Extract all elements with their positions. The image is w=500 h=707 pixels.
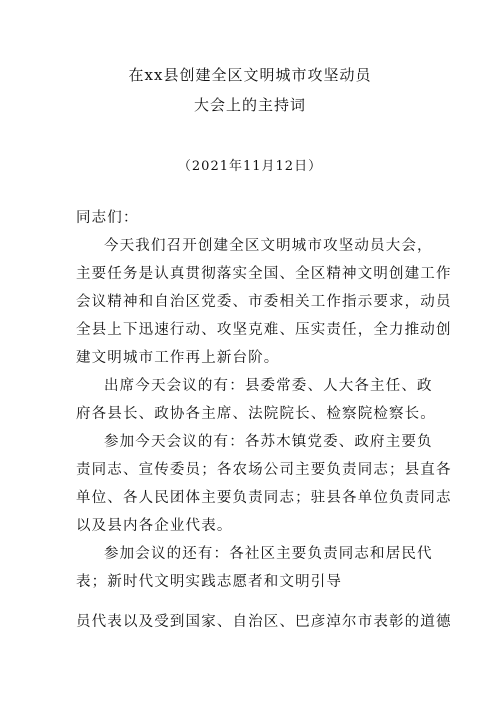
body-line: 责同志、宣传委员；各农场公司主要负责同志；县直各: [76, 462, 452, 478]
body-line: 全县上下迅速行动、攻坚克难、压实责任，全力推动创: [76, 322, 452, 338]
body-line: 以及县内各企业代表。: [76, 518, 233, 534]
body-line: 表；新时代文明实践志愿者和文明引导: [76, 574, 343, 590]
title-line-2: 大会上的主持词: [193, 96, 306, 114]
body-line: 今天我们召开创建全区文明城市攻坚动员大会，: [104, 238, 433, 254]
body-line: 出席今天会议的有：县委常委、人大各主任、政: [104, 378, 433, 394]
body-line: 单位、各人民团体主要负责同志；驻县各单位负责同志: [76, 490, 452, 506]
body-line: 府各县长、政协各主席、法院院长、检察院检察长。: [76, 406, 436, 422]
body-line: 会议精神和自治区党委、市委相关工作指示要求，动员: [76, 294, 452, 310]
salutation: 同志们：: [76, 210, 139, 226]
body-line: 参加今天会议的有：各苏木镇党委、政府主要负: [104, 434, 433, 450]
body-line: 参加会议的还有：各社区主要负责同志和居民代: [104, 546, 433, 562]
body-line: 建文明城市工作再上新台阶。: [76, 350, 280, 366]
body-line: 主要任务是认真贯彻落实全国、全区精神文明创建工作: [76, 266, 452, 282]
document-date: （2021年11月12日）: [177, 159, 323, 174]
body-line: 员代表以及受到国家、自治区、巴彦淖尔市表彰的道德: [76, 614, 452, 630]
title-line-1: 在xx县创建全区文明城市攻坚动员: [128, 66, 372, 84]
